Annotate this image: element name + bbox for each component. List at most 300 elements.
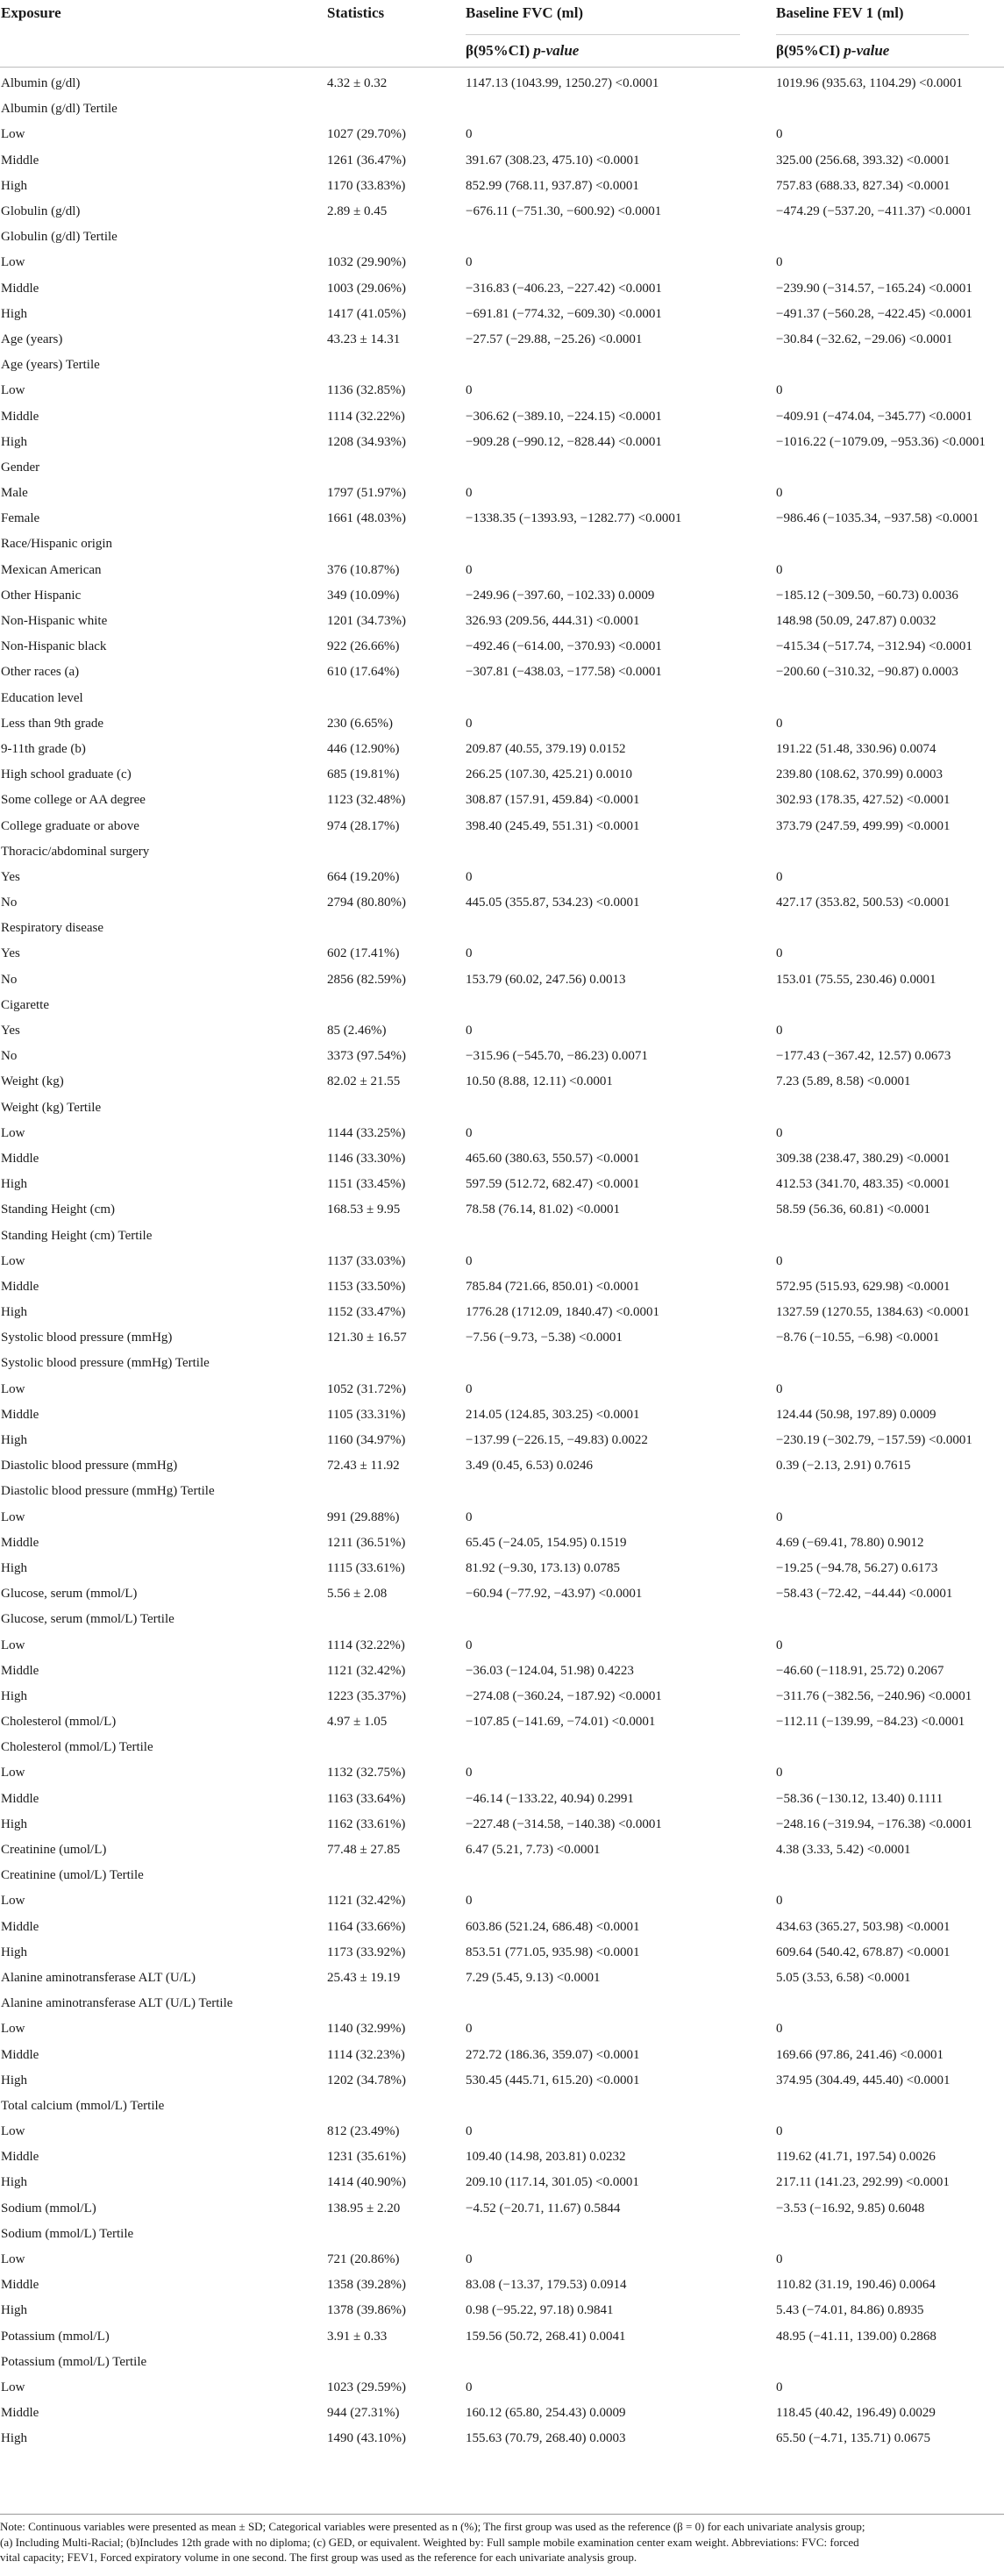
fev1-cell: 0 (776, 1509, 783, 1524)
exposure-cell: Creatinine (umol/L) (1, 1843, 107, 1858)
table-row (0, 1249, 1004, 1274)
table-row (0, 1607, 1004, 1632)
table-row (0, 660, 1004, 685)
exposure-cell: Yes (1, 1024, 20, 1038)
fev1-cell: 325.00 (256.68, 393.32) <0.0001 (776, 153, 951, 168)
statistics-cell: 721 (20.86%) (327, 2252, 400, 2267)
fvc-cell: −46.14 (−133.22, 40.94) 0.2991 (466, 1791, 634, 1806)
exposure-cell: Low (1, 1381, 25, 1396)
fev1-cell: −200.60 (−310.32, −90.87) 0.0003 (776, 665, 958, 680)
fvc-cell: −316.83 (−406.23, −227.42) <0.0001 (466, 281, 662, 296)
exposure-cell: High (1, 306, 27, 321)
statistics-cell: 1153 (33.50%) (327, 1279, 406, 1294)
statistics-cell (326, 1991, 465, 2016)
fvc-cell: 308.87 (157.91, 459.84) <0.0001 (466, 793, 640, 808)
table-row (0, 788, 1004, 813)
fvc-cell: 0 (466, 127, 473, 142)
exposure-cell: Low (1, 255, 25, 270)
exposure-cell: Low (1, 2124, 25, 2139)
table-row (0, 302, 1004, 327)
fev1-cell: −112.11 (−139.99, −84.23) <0.0001 (776, 1715, 965, 1730)
fev1-cell (775, 2094, 1004, 2119)
exposure-cell: Albumin (g/dl) Tertile (1, 102, 117, 117)
statistics-cell (326, 916, 465, 941)
fvc-cell: 465.60 (380.63, 550.57) <0.0001 (466, 1151, 640, 1166)
fvc-cell (465, 1479, 775, 1504)
table-row (0, 2144, 1004, 2170)
fvc-cell (465, 1735, 775, 1760)
statistics-cell: 82.02 ± 21.55 (327, 1074, 401, 1089)
fev1-cell: 1327.59 (1270.55, 1384.63) <0.0001 (776, 1305, 970, 1320)
table-row (0, 2196, 1004, 2222)
fev1-cell: 0 (776, 2252, 783, 2267)
fvc-cell: −227.48 (−314.58, −140.38) <0.0001 (466, 1816, 662, 1831)
statistics-cell: 1163 (33.64%) (327, 1791, 406, 1806)
table-row (0, 1940, 1004, 1966)
fvc-cell (465, 1095, 775, 1121)
fvc-cell (465, 353, 775, 378)
exposure-cell: Middle (1, 1279, 39, 1294)
fvc-cell (465, 839, 775, 865)
fev1-cell (775, 2222, 1004, 2247)
table-row (0, 276, 1004, 302)
fvc-cell: 0 (466, 2252, 473, 2267)
exposure-cell: Male (1, 486, 28, 501)
table-row (0, 1300, 1004, 1325)
header-statistics: Statistics (327, 4, 385, 21)
fev1-cell (775, 455, 1004, 481)
fev1-cell: 309.38 (238.47, 380.29) <0.0001 (776, 1151, 951, 1166)
fvc-cell: 214.05 (124.85, 303.25) <0.0001 (466, 1407, 640, 1422)
table-row (0, 148, 1004, 174)
table-row (0, 68, 1004, 97)
exposure-cell: Alanine aminotransferase ALT (U/L) Tertile (1, 1996, 233, 2011)
statistics-cell: 4.97 ± 1.05 (327, 1715, 388, 1730)
fvc-cell: 81.92 (−9.30, 173.13) 0.0785 (466, 1560, 620, 1575)
exposure-cell: Middle (1, 2278, 39, 2293)
fvc-cell: 6.47 (5.21, 7.73) <0.0001 (466, 1843, 601, 1858)
fvc-cell: 3.49 (0.45, 6.53) 0.0246 (466, 1459, 593, 1474)
fev1-cell (775, 2350, 1004, 2375)
exposure-cell: Other races (a) (1, 665, 80, 680)
fvc-cell: −7.56 (−9.73, −5.38) <0.0001 (466, 1331, 623, 1345)
fvc-cell: 391.67 (308.23, 475.10) <0.0001 (466, 153, 640, 168)
fvc-cell (465, 2094, 775, 2119)
statistics-cell (326, 1479, 465, 1504)
fvc-cell: 0 (466, 562, 473, 577)
table-row (0, 2016, 1004, 2042)
table-row (0, 1428, 1004, 1453)
fev1-cell: −3.53 (−16.92, 9.85) 0.6048 (776, 2201, 925, 2216)
table-row (0, 1479, 1004, 1504)
fev1-cell: 0 (776, 1253, 783, 1268)
exposure-cell: Glucose, serum (mmol/L) (1, 1587, 138, 1602)
note-line-3: vital capacity; FEV1, Forced expiratory volume in one second. The first group was used as the reference for each univariate analysis group. (0, 2551, 637, 2564)
fev1-cell: 0 (776, 2022, 783, 2037)
fvc-cell (465, 532, 775, 557)
header-fvc-p: p-value (533, 41, 580, 59)
fvc-cell (465, 993, 775, 1018)
fev1-cell: 153.01 (75.55, 230.46) 0.0001 (776, 972, 936, 987)
fev1-cell: 169.66 (97.86, 241.46) <0.0001 (776, 2047, 943, 2062)
exposure-cell: Systolic blood pressure (mmHg) (1, 1331, 173, 1345)
table-row (0, 2042, 1004, 2067)
exposure-cell: Middle (1, 1919, 39, 1934)
statistics-cell: 1114 (32.22%) (327, 1638, 405, 1652)
table-row (0, 1146, 1004, 1172)
table-row (0, 711, 1004, 737)
table-row (0, 2068, 1004, 2094)
statistics-cell: 1027 (29.70%) (327, 127, 406, 142)
fvc-cell: 326.93 (209.56, 444.31) <0.0001 (466, 614, 640, 629)
fvc-cell (465, 916, 775, 941)
exposure-cell: Middle (1, 409, 39, 424)
fev1-cell: 48.95 (−41.11, 139.00) 0.2868 (776, 2329, 936, 2344)
fvc-cell (465, 1863, 775, 1888)
fvc-cell (465, 1991, 775, 2016)
statistics-cell (326, 993, 465, 1018)
exposure-cell: Low (1, 2380, 25, 2394)
statistics-cell: 1162 (33.61%) (327, 1816, 406, 1831)
exposure-cell: Low (1, 1509, 25, 1524)
fvc-cell: −676.11 (−751.30, −600.92) <0.0001 (466, 204, 662, 219)
header-exposure: Exposure (1, 4, 61, 21)
statistics-cell: 1261 (36.47%) (327, 153, 406, 168)
table-row (0, 1351, 1004, 1376)
fev1-cell (775, 993, 1004, 1018)
statistics-cell: 1231 (35.61%) (327, 2150, 406, 2165)
table-row (0, 2401, 1004, 2426)
exposure-cell: Weight (kg) Tertile (1, 1100, 102, 1115)
exposure-cell: Low (1, 1638, 25, 1652)
fev1-cell (775, 1735, 1004, 1760)
table-row (0, 993, 1004, 1018)
exposure-cell: Low (1, 1125, 25, 1140)
table-row (0, 1581, 1004, 1607)
table-row (0, 1274, 1004, 1300)
table-row (0, 2375, 1004, 2401)
fvc-cell: 0 (466, 1638, 473, 1652)
fvc-cell: 78.58 (76.14, 81.02) <0.0001 (466, 1202, 620, 1217)
fvc-cell: 155.63 (70.79, 268.40) 0.0003 (466, 2431, 626, 2446)
fvc-cell: 7.29 (5.45, 9.13) <0.0001 (466, 1970, 601, 1985)
table-row (0, 2222, 1004, 2247)
table-row (0, 1760, 1004, 1786)
statistics-cell: 1137 (33.03%) (327, 1253, 406, 1268)
statistics-cell: 610 (17.64%) (327, 665, 400, 680)
statistics-cell: 376 (10.87%) (327, 562, 400, 577)
fev1-cell: 0 (776, 1638, 783, 1652)
fvc-cell: 530.45 (445.71, 615.20) <0.0001 (466, 2073, 640, 2087)
fev1-cell: 4.69 (−69.41, 78.80) 0.9012 (776, 1535, 924, 1550)
fev1-cell: 124.44 (50.98, 197.89) 0.0009 (776, 1407, 936, 1422)
statistics-cell: 1173 (33.92%) (327, 1944, 406, 1959)
exposure-cell: Diastolic blood pressure (mmHg) Tertile (1, 1484, 215, 1499)
fev1-cell: −239.90 (−314.57, −165.24) <0.0001 (776, 281, 972, 296)
fvc-cell: 0 (466, 383, 473, 398)
fev1-cell: 110.82 (31.19, 190.46) 0.0064 (776, 2278, 936, 2293)
fvc-cell: 0 (466, 1509, 473, 1524)
fev1-cell: −415.34 (−517.74, −312.94) <0.0001 (776, 639, 972, 654)
table-row (0, 813, 1004, 838)
statistics-cell: 1414 (40.90%) (327, 2175, 406, 2190)
fev1-cell: −8.76 (−10.55, −6.98) <0.0001 (776, 1331, 940, 1345)
exposure-cell: Globulin (g/dl) Tertile (1, 230, 117, 245)
statistics-cell (326, 455, 465, 481)
statistics-cell: 2.89 ± 0.45 (327, 204, 388, 219)
fvc-cell: 10.50 (8.88, 12.11) <0.0001 (466, 1074, 613, 1089)
fev1-cell (775, 686, 1004, 711)
fev1-cell: 5.43 (−74.01, 84.86) 0.8935 (776, 2303, 924, 2318)
fvc-cell: 109.40 (14.98, 203.81) 0.0232 (466, 2150, 626, 2165)
statistics-cell: 25.43 ± 19.19 (327, 1970, 401, 1985)
table-row (0, 2298, 1004, 2323)
statistics-cell (326, 839, 465, 865)
table-row (0, 865, 1004, 890)
table-row (0, 1556, 1004, 1581)
fev1-cell: 0 (776, 255, 783, 270)
fvc-cell: 852.99 (768.11, 937.87) <0.0001 (466, 178, 639, 193)
fev1-cell: 572.95 (515.93, 629.98) <0.0001 (776, 1279, 951, 1294)
fev1-cell (775, 353, 1004, 378)
fev1-cell: 0 (776, 383, 783, 398)
exposure-cell: High (1, 1944, 27, 1959)
fev1-cell: −986.46 (−1035.34, −937.58) <0.0001 (776, 511, 979, 526)
fev1-cell: 0 (776, 716, 783, 731)
exposure-cell: High (1, 2175, 27, 2190)
table-row (0, 839, 1004, 865)
exposure-cell: Cholesterol (mmol/L) (1, 1715, 117, 1730)
statistics-cell (326, 96, 465, 122)
fev1-cell (775, 839, 1004, 865)
fvc-cell: 0 (466, 2124, 473, 2139)
statistics-cell: 1105 (33.31%) (327, 1407, 406, 1422)
statistics-cell: 944 (27.31%) (327, 2406, 400, 2421)
fev1-cell: 1019.96 (935.63, 1104.29) <0.0001 (776, 76, 963, 91)
fev1-cell: 191.22 (51.48, 330.96) 0.0074 (776, 741, 936, 756)
exposure-cell: Education level (1, 690, 83, 705)
exposure-cell: Middle (1, 2406, 39, 2421)
fev1-cell (775, 1479, 1004, 1504)
exposure-cell: Middle (1, 281, 39, 296)
exposure-cell: Middle (1, 1151, 39, 1166)
statistics-cell (326, 225, 465, 250)
exposure-cell: Middle (1, 1407, 39, 1422)
exposure-cell: Age (years) Tertile (1, 358, 100, 373)
exposure-cell: High (1, 2303, 27, 2318)
statistics-cell (326, 1863, 465, 1888)
table-row (0, 2426, 1004, 2451)
statistics-cell: 1170 (33.83%) (327, 178, 406, 193)
exposure-cell: Globulin (g/dl) (1, 204, 81, 219)
statistics-cell: 3.91 ± 0.33 (327, 2329, 388, 2344)
exposure-cell: Low (1, 2022, 25, 2037)
statistics-cell: 1490 (43.10%) (327, 2431, 406, 2446)
statistics-cell: 77.48 ± 27.85 (327, 1843, 401, 1858)
fvc-cell: 0 (466, 486, 473, 501)
statistics-cell: 1114 (32.23%) (327, 2047, 405, 2062)
fev1-cell (775, 96, 1004, 122)
table-row (0, 532, 1004, 557)
fev1-cell (775, 916, 1004, 941)
fvc-cell: 153.79 (60.02, 247.56) 0.0013 (466, 972, 626, 987)
statistics-cell: 1164 (33.66%) (327, 1919, 406, 1934)
table-row (0, 403, 1004, 429)
fev1-cell: 302.93 (178.35, 427.52) <0.0001 (776, 793, 951, 808)
exposure-cell: Mexican American (1, 562, 102, 577)
exposure-cell: Non-Hispanic black (1, 639, 107, 654)
statistics-cell: 1378 (39.86%) (327, 2303, 406, 2318)
exposure-cell: High (1, 434, 27, 449)
table-row (0, 1325, 1004, 1351)
exposure-cell: Cholesterol (mmol/L) Tertile (1, 1740, 153, 1755)
statistics-cell (326, 1095, 465, 1121)
fev1-cell: −30.84 (−32.62, −29.06) <0.0001 (776, 332, 953, 346)
statistics-cell: 1201 (34.73%) (327, 614, 406, 629)
exposure-cell: College graduate or above (1, 818, 139, 833)
exposure-cell: Low (1, 383, 25, 398)
table-row (0, 941, 1004, 967)
table-row (0, 455, 1004, 481)
fvc-cell: 0 (466, 946, 473, 961)
statistics-cell: 1003 (29.06%) (327, 281, 406, 296)
fev1-cell: 0 (776, 127, 783, 142)
fvc-cell: 65.45 (−24.05, 154.95) 0.1519 (466, 1535, 627, 1550)
fev1-cell: −491.37 (−560.28, −422.45) <0.0001 (776, 306, 972, 321)
statistics-cell: 991 (29.88%) (327, 1509, 400, 1524)
statistics-cell: 1417 (41.05%) (327, 306, 406, 321)
statistics-cell: 1797 (51.97%) (327, 486, 406, 501)
fvc-cell: 398.40 (245.49, 551.31) <0.0001 (466, 818, 640, 833)
statistics-cell (326, 686, 465, 711)
fev1-cell: 239.80 (108.62, 370.99) 0.0003 (776, 767, 943, 782)
table-row (0, 174, 1004, 199)
fvc-cell: −306.62 (−389.10, −224.15) <0.0001 (466, 409, 662, 424)
fev1-cell: 0 (776, 486, 783, 501)
fev1-cell (775, 1607, 1004, 1632)
fvc-cell: −60.94 (−77.92, −43.97) <0.0001 (466, 1587, 643, 1602)
table-row (0, 1453, 1004, 1479)
table-row (0, 1018, 1004, 1044)
statistics-cell: 5.56 ± 2.08 (327, 1587, 388, 1602)
table-row (0, 378, 1004, 403)
fvc-cell (465, 455, 775, 481)
exposure-cell: No (1, 896, 18, 910)
fev1-cell: 0 (776, 1381, 783, 1396)
table-row (0, 2324, 1004, 2350)
statistics-cell: 1023 (29.59%) (327, 2380, 406, 2394)
fev1-cell: 0 (776, 869, 783, 884)
exposure-cell: High (1, 1433, 27, 1448)
fvc-cell: 272.72 (186.36, 359.07) <0.0001 (466, 2047, 640, 2062)
exposure-cell: Yes (1, 869, 20, 884)
table-row (0, 762, 1004, 788)
statistics-cell: 1358 (39.28%) (327, 2278, 406, 2293)
fev1-cell (775, 1351, 1004, 1376)
statistics-cell (326, 2222, 465, 2247)
table-row (0, 1915, 1004, 1940)
exposure-cell: Low (1, 1253, 25, 1268)
exposure-cell: Yes (1, 946, 20, 961)
fvc-cell: −909.28 (−990.12, −828.44) <0.0001 (466, 434, 662, 449)
table-row (0, 96, 1004, 122)
statistics-cell: 3373 (97.54%) (327, 1049, 406, 1064)
exposure-cell: High (1, 1560, 27, 1575)
statistics-cell: 138.95 ± 2.20 (327, 2201, 401, 2216)
fvc-cell: 266.25 (107.30, 425.21) 0.0010 (466, 767, 632, 782)
statistics-cell: 1115 (33.61%) (327, 1560, 405, 1575)
exposure-cell: Middle (1, 2047, 39, 2062)
table-row (0, 1121, 1004, 1146)
fvc-cell: 785.84 (721.66, 850.01) <0.0001 (466, 1279, 640, 1294)
fev1-cell: 7.23 (5.89, 8.58) <0.0001 (776, 1074, 911, 1089)
statistics-cell: 1211 (36.51%) (327, 1535, 406, 1550)
header-fev1-p: p-value (844, 41, 890, 59)
statistics-cell (326, 1223, 465, 1248)
fev1-cell: −1016.22 (−1079.09, −953.36) <0.0001 (776, 434, 986, 449)
table-row (0, 1044, 1004, 1069)
exposure-cell: High (1, 2431, 27, 2446)
fev1-cell: −177.43 (−367.42, 12.57) 0.0673 (776, 1049, 951, 1064)
exposure-cell: No (1, 972, 18, 987)
statistics-cell: 1121 (32.42%) (327, 1663, 406, 1678)
fvc-cell (465, 686, 775, 711)
statistics-cell: 2856 (82.59%) (327, 972, 406, 987)
statistics-cell: 1208 (34.93%) (327, 434, 406, 449)
statistics-cell (326, 532, 465, 557)
fvc-cell: 0 (466, 869, 473, 884)
table-row (0, 558, 1004, 583)
fev1-cell: 58.59 (56.36, 60.81) <0.0001 (776, 1202, 930, 1217)
exposure-cell: Middle (1, 1663, 39, 1678)
exposure-cell: Low (1, 2252, 25, 2267)
fev1-cell (775, 225, 1004, 250)
fvc-cell: 0 (466, 2380, 473, 2394)
fvc-cell: −36.03 (−124.04, 51.98) 0.4223 (466, 1663, 634, 1678)
fvc-cell: 0 (466, 1125, 473, 1140)
table-row (0, 634, 1004, 660)
fev1-cell (775, 1863, 1004, 1888)
fvc-cell: 0 (466, 1894, 473, 1909)
exposure-cell: Low (1, 1766, 25, 1780)
fev1-cell: 119.62 (41.71, 197.54) 0.0026 (776, 2150, 936, 2165)
table-row (0, 2247, 1004, 2273)
table-row (0, 1812, 1004, 1837)
statistics-cell: 121.30 ± 16.57 (327, 1331, 407, 1345)
exposure-cell: High (1, 1305, 27, 1320)
table-row (0, 1735, 1004, 1760)
exposure-cell: Other Hispanic (1, 588, 82, 603)
exposure-cell: Age (years) (1, 332, 63, 346)
statistics-cell (326, 353, 465, 378)
statistics-cell: 812 (23.49%) (327, 2124, 400, 2139)
fev1-cell: 0 (776, 1766, 783, 1780)
exposure-cell: Respiratory disease (1, 921, 104, 936)
statistics-cell: 1223 (35.37%) (327, 1688, 406, 1703)
fvc-cell: 0.98 (−95.22, 97.18) 0.9841 (466, 2303, 614, 2318)
fvc-cell: −249.96 (−397.60, −102.33) 0.0009 (466, 588, 655, 603)
table-row (0, 1709, 1004, 1735)
fvc-cell: 1147.13 (1043.99, 1250.27) <0.0001 (466, 76, 659, 91)
fvc-cell (465, 96, 775, 122)
statistics-cell: 72.43 ± 11.92 (327, 1459, 400, 1474)
statistics-cell: 230 (6.65%) (327, 716, 393, 731)
exposure-cell: 9-11th grade (b) (1, 741, 86, 756)
table-row (0, 1223, 1004, 1248)
fvc-cell: 0 (466, 2022, 473, 2037)
fvc-cell: 160.12 (65.80, 254.43) 0.0009 (466, 2406, 626, 2421)
exposure-cell: Middle (1, 2150, 39, 2165)
